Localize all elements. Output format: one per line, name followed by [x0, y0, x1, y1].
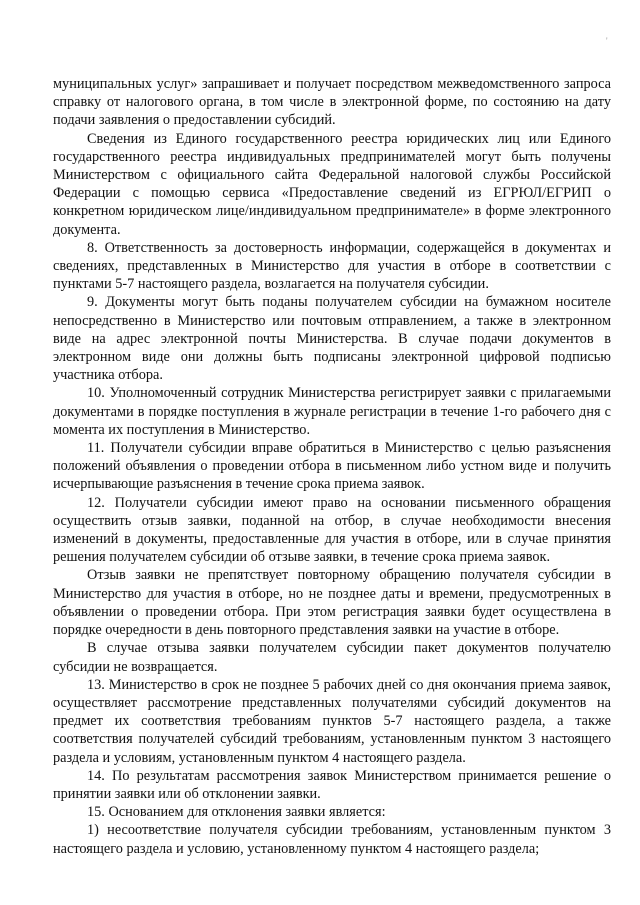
paragraph-item-12: 12. Получатели субсидии имеют право на основании письменного обращения осуществить отзыв заявки, поданной на отбор, в случае необходимости внесения изменений в документы, предоставленные для участия в отборе, или в случае принятия решения получателем субсидии об отзыве заявки, в течение срока приема заявок. — [53, 494, 611, 566]
corner-mark: ' — [606, 36, 608, 46]
paragraph-continuation: муниципальных услуг» запрашивает и получает посредством межведомственного запроса справку от налогового органа, в том числе в электронной форме, по состоянию на дату подачи заявления о предоставлении субсидий. — [53, 76, 611, 129]
paragraph-withdrawal-docs: В случае отзыва заявки получателем субсидии пакет документов получателю субсидии не возвращается. — [53, 640, 611, 675]
paragraph-item-8: 8. Ответственность за достоверность информации, содержащейся в документах и сведениях, представленных в Министерство для участия в отборе в соответствии с пунктами 5-7 настоящего раздела, возлагается на получателя субсидии. — [53, 239, 611, 293]
paragraph-item-15-1: 1) несоответствие получателя субсидии требованиям, установленным пунктом 3 настоящего раздела и условию, установленному пунктом 4 настоящего раздела; — [53, 822, 611, 857]
paragraph-egrul-info: Сведения из Единого государственного реестра юридических лиц или Единого государственного реестра индивидуальных предпринимателей могут быть получены Министерством с официального сайта Федеральной налоговой службы Российской Федерации с помощью сервиса «Предоставление сведений из ЕГРЮЛ/ЕГРИП о конкретном юридическом лице/индивидуальном предпринимателе» в форме электронного документа. — [53, 130, 611, 238]
paragraph-item-14: 14. По результатам рассмотрения заявок Министерством принимается решение о принятии заявки или об отклонении заявки. — [53, 767, 611, 802]
paragraph-withdrawal: Отзыв заявки не препятствует повторному обращению получателя субсидии в Министерство для участия в отборе, но не позднее даты и времени, предусмотренных в объявлении о проведении отбора. При этом регистрация заявки будет осуществлена в порядке очередности в день повторного представления заявки на участие в отборе. — [53, 567, 611, 639]
paragraph-item-11: 11. Получатели субсидии вправе обратиться в Министерство с целью разъяснения положений объявления о проведении отбора в письменном либо устном виде и получить исчерпывающие разъяснения в течение срока приема заявок. — [53, 440, 611, 493]
paragraph-item-10: 10. Уполномоченный сотрудник Министерства регистрирует заявки с прилагаемыми документами в порядке поступления в журнале регистрации в течение 1-го рабочего дня с момента их поступления в Министерство. — [53, 385, 611, 438]
paragraph-item-9: 9. Документы могут быть поданы получателем субсидии на бумажном носителе непосредственно в Министерство или почтовым отправлением, а также в электронном виде на адрес электронной почты Министерства. В случае подачи документов в электронном виде они должны быть подписаны электронной цифровой подписью участника отбора. — [53, 294, 611, 384]
paragraph-item-13: 13. Министерство в срок не позднее 5 рабочих дней со дня окончания приема заявок, осуществляет рассмотрение представленных получателями субсидий документов на предмет их соответствия требованиям пунктов 5-7 настоящего раздела, а также соответствия получателей субсидий требованиям, установленным пунктом 3 настоящего раздела и условиям, установленным пунктом 4 настоящего раздела. — [53, 676, 611, 766]
document-body — [53, 75, 611, 858]
paragraph-item-15: 15. Основанием для отклонения заявки является: — [87, 804, 386, 821]
